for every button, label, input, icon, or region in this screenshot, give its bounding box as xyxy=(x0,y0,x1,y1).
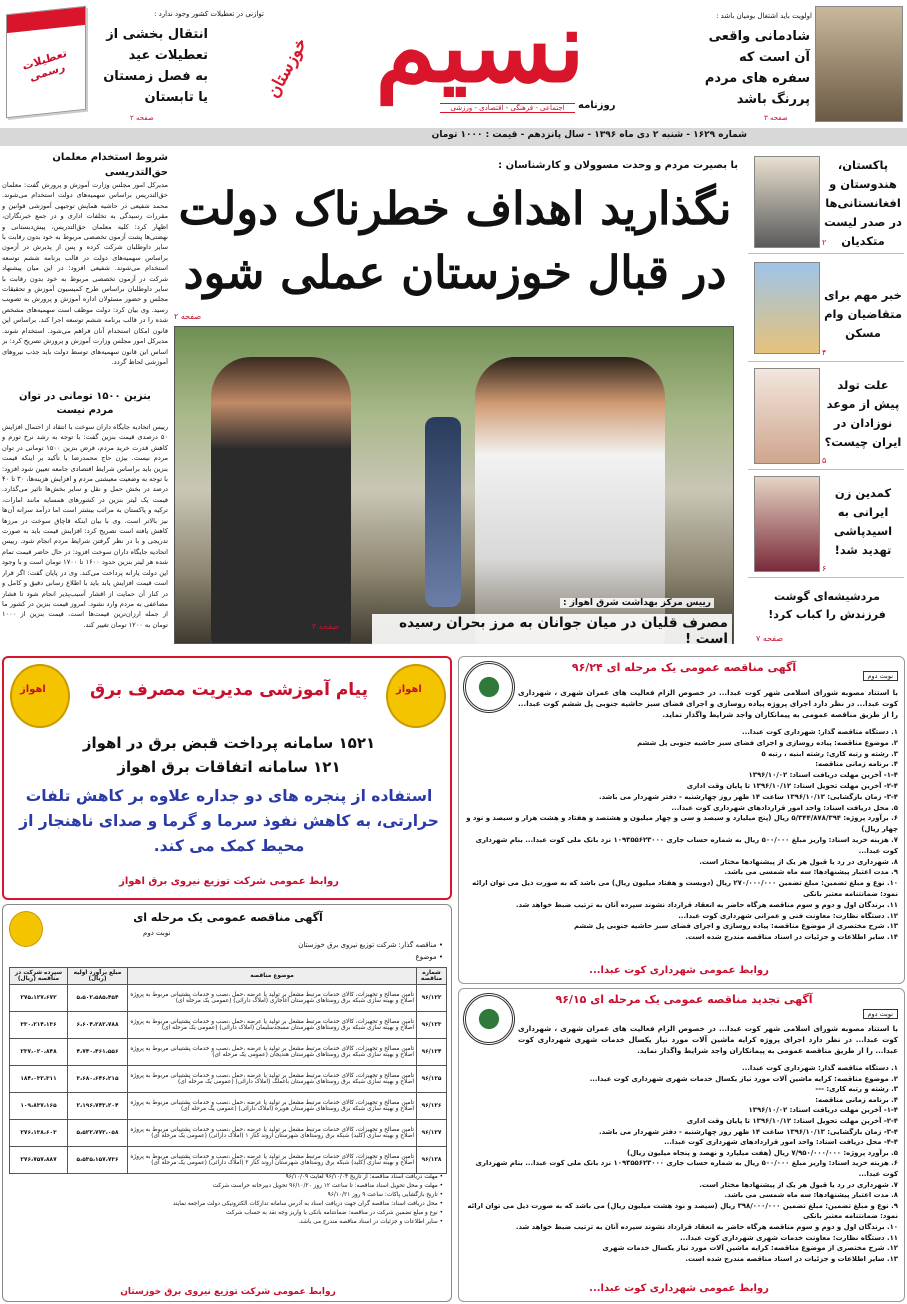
tender-item: ۸. شهرداری در رد یا قبول هر یک از پیشنهادها مختار است. xyxy=(699,857,898,866)
teaser-page: صفحه ۷ xyxy=(756,634,784,643)
tender-item: ۶. هزینه خرید اسناد: واریز مبلغ ۵۰۰/۰۰۰ ریال به شماره حساب جاری ۱۰۹۳۵۵۶۲۳۰۰۰ نزد بانک ملی کوت عبدا... بنام شهرداری کوت عبدا... xyxy=(475,1159,898,1178)
left-teaser-line: به فصل زمستان xyxy=(103,69,208,84)
headline-page: صفحه ۲ xyxy=(174,312,202,321)
tender-note: • تاریخ بازگشایی پاکات: ساعت ۹ روز ۹۶/۱۰/۲۱ xyxy=(327,1192,443,1198)
tender-round-badge: نوبت دوم xyxy=(863,671,898,681)
table-cell: تامین مصالح و تجهیزات، کالای خدمات مرتبط مشغل بر تولید یا عرضه ،حمل ،نصب و خدمات پشتیبانی مربوط به پروژه اصلاح و بهینه سازی شبکه برق روستاهای شهرستان باغملک (املاک دارائی) (عمومی یک مرحله ای) xyxy=(128,1066,417,1093)
table-cell: ۳،۶۸۰،۶۴۶،۲۱۵ xyxy=(68,1066,128,1093)
tender-title: آگهی تجدید مناقصه عمومی یک مرحله ای ۹۶/۱۵ xyxy=(555,993,813,1006)
table-cell: ۲۷۵،۱۲۷،۶۷۲ xyxy=(10,985,68,1012)
table-row xyxy=(10,1039,447,1066)
tender-ad-2 xyxy=(458,988,905,1302)
tender-item: ۴-۴- محل دریافت اسناد: واحد امور قراردادهای شهرداری کوت عبدا... xyxy=(664,1138,898,1147)
teaser-text: کمدین زن ایرانی به اسیدپاشی تهدید شد! xyxy=(833,486,893,557)
table-row xyxy=(10,1147,447,1174)
tender-round-badge: نوبت دوم xyxy=(863,1009,898,1019)
table-header: سپرده شرکت در مناقصه (ریال) xyxy=(10,968,68,985)
table-cell: ۹۶/۱۲۸ xyxy=(417,1147,447,1174)
tender-item: ۷. شهرداری در رد یا قبول هر یک از پیشنهادها مختار است. xyxy=(699,1180,898,1189)
table-row xyxy=(10,985,447,1012)
tender-item: ۱. دستگاه مناقصه گذار: شهرداری کوت عبدا... xyxy=(742,1064,898,1072)
tender-item: ۱-۴- آخرین مهلت دریافت اسناد: ۱۳۹۶/۱۰/۰۲ xyxy=(748,1106,898,1115)
teaser-text: پاکستان، هندوستان و افغانستانی‌ها در صدر لیست متکدیان xyxy=(824,158,902,248)
left-teaser xyxy=(92,24,208,108)
tender-item: ۳. رشته و رتبه کاری: --- xyxy=(815,1085,898,1094)
table-cell: تامین مصالح و تجهیزات، کالای خدمات مرتبط مشغل بر تولید یا عرضه ،حمل ،نصب و خدمات پشتیبانی مربوط به پروژه اصلاح و بهینه سازی (کلید) شبکه برق روستاهای شهرستان اروند کنار ۲ (املاک دارائی) (عمومی یک مرحله ای) xyxy=(128,1147,417,1174)
table-cell: ۶،۶۰۴،۲۸۲،۷۸۸ xyxy=(68,1012,128,1039)
tender-item: ۱. دستگاه مناقصه گذار: شهرداری کوت عبدا... xyxy=(742,728,898,736)
tender-item: ۹. مدت اعتبار پیشنهادها: سه ماه شمسی می باشد. xyxy=(724,868,898,877)
right-teaser-column xyxy=(748,150,904,650)
table-cell: ۹۶/۱۲۲ xyxy=(417,985,447,1012)
masthead xyxy=(0,0,907,128)
tender-item: ۲. موضوع مناقصه: پیاده روسازی و اجرای فضای سبز حاشیه جنوبی پل ششم xyxy=(637,738,898,747)
paper-sections: اجتماعی - فرهنگی - اقتصادی - ورزشی xyxy=(440,103,575,113)
right-teaser-line: شادمانی واقعی xyxy=(708,29,810,44)
logo: نسیم xyxy=(375,0,585,105)
left-top-kicker: توازنی در تعطیلات کشور وجود ندارد : xyxy=(154,10,264,18)
tender-ad-1 xyxy=(458,656,905,984)
table-header: موضوع مناقصه xyxy=(128,968,417,985)
table-header: شماره مناقصه xyxy=(417,968,447,985)
tender-item: ۹. نوع و مبلغ تضمین: مبلغ تضمین ۳۹۸/۰۰۰/۰۰۰ ریال (سیصد و نود هشت میلیون ریال) می باشد که به صورت ذیل می توان ارائه نمود: ضمانتنامه معتبر بانکی xyxy=(467,1201,898,1221)
tender-item: ۱۲. دستگاه نظارت: معاونت فنی و عمرانی شهرداری کوت عبدا... xyxy=(678,911,898,920)
calendar-text: تعطیلات رسمی xyxy=(21,46,68,84)
table-cell: ۹۶/۱۲۵ xyxy=(417,1066,447,1093)
table-cell: ۲،۱۹۶،۷۴۳،۲۰۴ xyxy=(68,1093,128,1120)
tender-note: • سایر اطلاعات و جزئیات در اسناد مناقصه مندرج می باشد. xyxy=(298,1219,443,1225)
power-logo-label: اهواز xyxy=(20,684,46,695)
power-logo-label: اهواز xyxy=(396,684,422,695)
photo-page: صفحه ۳ xyxy=(312,622,340,631)
table-cell: ۱۸۴،۰۳۲،۳۱۱ xyxy=(10,1066,68,1093)
table-cell: ۹۶/۱۲۴ xyxy=(417,1039,447,1066)
tender-item: ۷. هزینه خرید اسناد: واریز مبلغ ۵۰۰/۰۰۰ ریال به شماره حساب جاری ۱۰۹۳۵۵۶۲۳۰۰۰ نزد بانک ملی کوت عبدا... بنام شهرداری کوت عبدا... xyxy=(475,835,898,855)
teaser-photo xyxy=(754,262,820,354)
tender-item: ۴. برنامه زمانی مناقصه: xyxy=(815,760,898,769)
table-row xyxy=(10,1012,447,1039)
tender-item: ۱۱. برندگان اول و دوم و سوم مناقصه هرگاه حاضر به انعقاد قرارداد نشوند سپرده آنان به ترتیب ضبط خواهد شد. xyxy=(515,900,898,909)
tender-item: ۱۱. دستگاه نظارت: معاونت خدمات شهری شهرداری کوت عبدا... xyxy=(680,1233,898,1242)
tender-item: ۲-۴- آخرین مهلت تحویل اسناد: ۱۳۹۶/۱۰/۱۲ تا پایان وقت اداری xyxy=(686,781,898,790)
table-cell: ۵،۵۰۲،۵۸۵،۴۵۴ xyxy=(68,985,128,1012)
tender-item: ۳-۴- زمان بازگشایی: ۱۳۹۶/۱۰/۱۳ ساعت ۱۴ ظهر روز چهارشنبه - دفتر شهردار می باشد. xyxy=(598,1127,898,1136)
table-cell: تامین مصالح و تجهیزات، کالای خدمات مرتبط مشغل بر تولید یا عرضه ،حمل ،نصب و خدمات پشتیبانی مربوط به پروژه اصلاح و بهینه سازی شبکه برق روستاهای شهرستان هندیجان (عمومی یک مرحله ای) xyxy=(128,1039,417,1066)
left-teaser-page: صفحه ۲ xyxy=(130,114,154,122)
table-cell: ۹۶/۱۲۷ xyxy=(417,1120,447,1147)
tender-note: • مهلت دریافت اسناد مناقصه: از تاریخ ۹۶/۱۰/۰۴ لغایت ۹۶/۱۰/۰۹ xyxy=(285,1174,443,1180)
tender-table-title: آگهی مناقصه عمومی یک مرحله ای xyxy=(133,911,323,924)
tender-table-round: نوبت دوم xyxy=(143,929,171,937)
teaser-text: علت تولد پیش از موعد نوزادان در ایران چیست؟ xyxy=(824,378,902,449)
table-cell: ۴،۷۴۰،۴۶۱،۵۵۶ xyxy=(68,1039,128,1066)
logo-sub: خوزستان xyxy=(263,34,312,102)
table-row xyxy=(10,1093,447,1120)
table-cell: ۲۳۷،۰۲۰،۸۴۸ xyxy=(10,1039,68,1066)
power-ad-footer: روابط عمومی شرکت توزیع نیروی برق اهواز xyxy=(119,876,339,887)
tender-table-ad xyxy=(2,904,452,1302)
table-cell: تامین مصالح و تجهیزات، کالای خدمات مرتبط مشغل بر تولید یا عرضه ،حمل ،نصب و خدمات پشتیبانی مربوط به پروژه اصلاح و بهینه سازی شبکه برق روستاهای شهرستان مسجدسلیمان (املاک دارائی) (عمومی یک مرحله ای) xyxy=(128,1012,417,1039)
right-teaser-line: پررنگ باشد xyxy=(736,92,810,107)
issue-line: شماره ۱۶۲۹ - شنبه ۲ دی ماه ۱۳۹۶ - سال پانزدهم - قیمت : ۱۰۰۰ تومان xyxy=(431,130,747,140)
tender-item: ۶. برآورد پروژه: ۵/۳۴۴/۸۷۸/۳۹۴ ریال (پنج میلیارد و سیصد و سی و چهار میلیون و هشتصد و هفتاد و هشت هزار و سیصد و نود و چهار ریال) xyxy=(466,814,898,834)
teaser-photo xyxy=(754,156,820,248)
table-cell: تامین مصالح و تجهیزات، کالای خدمات مرتبط مشغل بر تولید یا عرضه ،حمل ،نصب و خدمات پشتیبانی مربوط به پروژه اصلاح و بهینه سازی شبکه برق روستاهای شهرستان آغاجاری (املاک دارائی) (عمومی یک مرحله ای) xyxy=(128,985,417,1012)
tender-footer: روابط عمومی شهرداری کوت عبدا... xyxy=(589,965,769,976)
table-row xyxy=(10,1066,447,1093)
left-teaser-line: تعطیلات عید xyxy=(128,48,208,63)
cleric-portrait xyxy=(815,6,903,122)
news-title: شروط استخدام معلمان حق‌التدریسی xyxy=(52,152,168,178)
headline-line: نگذارید اهداف خطرناک دولت xyxy=(178,182,732,235)
tender-note: • مهلت و محل تحویل اسناد مناقصه: تا ساعت ۱۲ روز ۹۶/۱۰/۲۰ تحویل دبیرخانه حراست شرکت xyxy=(212,1183,443,1189)
tender-title: آگهی مناقصه عمومی یک مرحله ای ۹۶/۲۴ xyxy=(571,661,797,674)
tender-table-footer: روابط عمومی شرکت توزیع نیروی برق خوزستان xyxy=(120,1287,336,1297)
table-cell: ۳۳۰،۲۱۴،۱۳۶ xyxy=(10,1012,68,1039)
tender-note: • محل دریافت اسناد: مناقصه گران جهت دریافت اسناد به آدرس سامانه تدارکات الکترونیکی دولت مراجعه نمایند xyxy=(172,1201,443,1207)
tender-item: ۱۰. نوع و مبلغ تضمین: مبلغ تضمین ۲۷۰/۰۰۰/۰۰۰ ریال (دویست و هفتاد میلیون ریال) می باشد که به صورت ذیل می توان ارائه نمود: ضمانتنامه معتبر بانکی xyxy=(472,879,898,898)
table-cell: ۲۷۶،۷۵۷،۸۸۷ xyxy=(10,1147,68,1174)
tender-item: ۱-۴- آخرین مهلت دریافت اسناد: ۱۳۹۶/۱۰/۰۲ xyxy=(748,771,898,780)
teaser-text: خبر مهم برای متقاضیان وام مسکن xyxy=(824,288,902,340)
municipality-logo-icon xyxy=(463,661,515,713)
right-teaser-page: صفحه ۳ xyxy=(764,114,788,122)
tender-item: ۳-۴- زمان بازگشایی: ۱۳۹۶/۱۰/۱۳ ساعت ۱۴ ظهر روز چهارشنبه - دفتر شهردار می باشد. xyxy=(598,792,898,801)
issue-bar xyxy=(0,128,907,146)
photo-hookah xyxy=(425,417,461,607)
tender-item: ۱۳. شرح مختصری از موضوع مناقصه: پیاده روسازی و اجرای فضای سبز حاشیه جنوبی پل ششم xyxy=(573,922,898,931)
headline-line: در قبال خوزستان عملی شود xyxy=(183,246,727,299)
table-cell: ۹۶/۱۲۳ xyxy=(417,1012,447,1039)
table-cell: ۹۶/۱۲۶ xyxy=(417,1093,447,1120)
tender-item: ۱۲. شرح مختصری از موضوع مناقصه: کرایه ماشین آلات مورد نیاز یکسال خدمات شهری xyxy=(602,1244,898,1253)
tender-item: ۴. برنامه زمانی مناقصه: xyxy=(815,1095,898,1104)
teaser-photo xyxy=(754,476,820,572)
table-header: مبلغ برآورد اولیه (ریال) xyxy=(68,968,128,985)
tender-items xyxy=(462,1063,898,1264)
power-logo-icon xyxy=(386,664,446,728)
table-cell: ۱۰۹،۸۳۷،۱۶۵ xyxy=(10,1093,68,1120)
tender-item: ۲-۴- آخرین مهلت تحویل اسناد: ۱۳۹۶/۱۰/۱۲ تا پایان وقت اداری xyxy=(686,1116,898,1125)
tender-table-notes xyxy=(9,1173,443,1227)
table-row xyxy=(10,1120,447,1147)
municipality-logo-icon xyxy=(463,993,515,1045)
table-header-row xyxy=(10,968,447,985)
tender-intro: با استناد مصوبه شورای اسلامی شهر کوت عبدا... در خصوص الزام فعالیت های عمران شهری ، شهرداری کوت عبدا... در نظر دارد اجرای پروژه پیاده روسازی و اجرای فضای سبز حاشیه جنوبی پل ششم کوت عبدا... را از طریق مناقصه عمومی به پیمانکاران واجد شرایط واگذار نماید. xyxy=(518,688,898,719)
tender-note: • نوع و مبلغ تضمین شرکت در مناقصه: ضمانتنامه بانکی یا واریز وجه نقد به حساب شرکت xyxy=(226,1210,443,1216)
teaser-text: مردشیشه‌ای گوشت فرزندش را کباب کرد! xyxy=(768,590,886,621)
power-ad-line: ۱۲۱ سامانه اتفاقات برق اهواز xyxy=(117,758,341,776)
right-teaser xyxy=(700,26,810,110)
tender-table xyxy=(9,967,447,1174)
tender-intro: با استناد مصوبه شورای اسلامی شهر کوت عبدا... در خصوص الزام فعالیت های عمران شهری ، شهرداری کوت عبدا... در نظر دارد اجرای پروژه کرایه ماشین آلات مورد نیاز یکسال خدمات شهری شهرداری کوت عبدا... را از طریق مناقصه عمومی به پیمانکاران واجد شرایط واگذار نماید. xyxy=(518,1024,898,1055)
tender-table-subject: • موضوع xyxy=(415,953,443,961)
main-headline xyxy=(168,176,742,304)
photo-caption-top: رییس مرکز بهداشت شرق اهواز : xyxy=(560,598,714,608)
teaser-card xyxy=(748,150,904,254)
table-cell: تامین مصالح و تجهیزات، کالای خدمات مرتبط مشغل بر تولید یا عرضه ،حمل ،نصب و خدمات پشتیبانی مربوط به پروژه اصلاح و بهینه سازی شبکه برق روستاهای شهرستان هویزه (املاک دارائی) (عمومی یک مرحله ای) xyxy=(128,1093,417,1120)
tender-item: ۵. محل دریافت اسناد: واحد امور قراردادهای شهرداری کوت عبدا... xyxy=(671,803,898,812)
photo-caption: مصرف قلیان در میان جوانان به مرز بحران رسیده است ! xyxy=(372,614,732,648)
left-news-column xyxy=(2,150,168,648)
power-ad-body: استفاده از پنجره های دو جداره علاوه بر کاهش تلفات حرارتی، به کاهش نفوذ سرما و گرما و صدای ناهنجار از محیط کمک می کند. xyxy=(19,787,439,855)
tender-item: ۱۳. سایر اطلاعات و جزئیات در اسناد مناقصه مندرج شده است. xyxy=(685,1254,898,1263)
power-ad xyxy=(2,656,452,900)
calendar-icon xyxy=(6,6,86,118)
teaser-card xyxy=(748,582,904,648)
teaser-photo xyxy=(754,368,820,464)
power-ad-line: ۱۵۲۱ سامانه پرداخت قبض برق در اهواز xyxy=(82,734,376,752)
teaser-page: ۵ xyxy=(822,456,827,465)
tender-item: ۲. موضوع مناقصه: کرایه ماشین آلات مورد نیاز یکسال خدمات شهری شهرداری کوت عبدا... xyxy=(589,1074,898,1083)
teaser-card xyxy=(748,258,904,362)
tender-item: ۸. مدت اعتبار پیشنهادها: سه ماه شمسی می باشد. xyxy=(724,1191,898,1200)
tender-item: ۱۴. سایر اطلاعات و جزئیات در اسناد مناقصه مندرج شده است. xyxy=(685,933,898,942)
main-kicker: با بصیرت مردم و وحدت مسوولان و کارشناسان : xyxy=(498,160,738,171)
power-logo-icon xyxy=(9,911,43,947)
left-teaser-line: یا تابستان xyxy=(144,90,208,105)
tender-table-org: • مناقصه گذار: شرکت توزیع نیروی برق خوزستان xyxy=(298,941,443,949)
tender-item: ۱۰. برندگان اول و دوم و سوم مناقصه هرگاه حاضر به انعقاد قرارداد نشوند سپرده آنان به ترتیب ضبط خواهد شد. xyxy=(515,1222,898,1231)
photo-person-left xyxy=(211,357,351,644)
paper-kind: روزنامه xyxy=(578,100,616,111)
left-teaser-line: انتقال بخشی از xyxy=(106,27,208,42)
table-cell: تامین مصالح و تجهیزات، کالای خدمات مرتبط مشغل بر تولید یا عرضه ،حمل ،نصب و خدمات پشتیبانی مربوط به پروژه اصلاح و بهینه سازی (کلید) شبکه برق روستاهای شهرستان اروند کنار ۱ (املاک دارائی) (عمومی یک مرحله ای) xyxy=(128,1120,417,1147)
teaser-page: ۲ xyxy=(822,238,827,247)
teaser-page: ۶ xyxy=(822,564,827,573)
tender-item: ۳. رشته و رتبه کاری: رشته ابنیه ، رتبه ۵ xyxy=(761,749,898,758)
power-ad-title: پیام آموزشی مدیریت مصرف برق xyxy=(90,680,368,700)
teaser-page: ۴ xyxy=(822,348,827,357)
table-cell: ۲۷۶،۱۳۸،۶۰۳ xyxy=(10,1120,68,1147)
teaser-card xyxy=(748,474,904,578)
power-logo-icon xyxy=(10,664,70,728)
news-body: رییس اتحادیه جایگاه داران سوخت با انتقاد از احتمال افزایش ۵۰ درصدی قیمت بنزین گفت: با توجه به رشد نرخ تورم و کاهش قدرت خرید مردم، فرض بنزین ۱۵۰۰ تومانی در توان مردم نیست. بیژن حاج محمدرضا با تأکید بر اینکه قیمت بنزین باید براساس شرایط اقتصادی جامعه تعیین شود افزود: با توجه به وضعیت معیشتی مردم و افزایش هزینه‌ها، ۳۰ تا ۴۰ درصد در بخش حمل و نقل و سایر بخش‌ها تاثیر می‌گذارد. قیمت یک لیتر بنزین در کشورهای همسایه مانند امارات، ترکیه و پاکستان به مراتب بیشتر است اما درآمد سرانه آن‌ها نیز بالاتر است. وی با بیان اینکه قاچاق سوخت در مرزها کاهش یافته است تصریح کرد: افزایش قیمت باید به صورت تدریجی و با در نظر گرفتن شرایط مردم انجام شود. رییس اتحادیه جایگاه داران سوخت افزود: در حال حاضر قیمت تمام شده هر لیتر بنزین حدود ۱۶۰۰ تا ۱۷۰۰ تومان است و با وجود این دولت یارانه پرداخت می‌کند. وی در پایان گفت: اگر قرار است قیمت افزایش یابد باید با اطلاع رسانی دقیق و کامل و در کنار آن حمایت از اقشار آسیب‌پذیر انجام شود تا فشار مضاعفی به مردم وارد نشود. امروز قیمت بنزین در کشور ما از جمله ارزان‌ترین قیمت‌ها است. قیمت بنزین از ۱۰۰۰ تومان به ۱۲۰۰ تومان تغییر کند. xyxy=(2,423,168,629)
teaser-card xyxy=(748,366,904,470)
table-cell: ۵،۵۲۲،۷۷۲،۰۵۸ xyxy=(68,1120,128,1147)
main-photo xyxy=(174,326,734,644)
news-body: مدیرکل امور مجلس وزارت آموزش و پرورش گفت: معلمان حق‌التدریس براساس سهمیه‌های دولت استخدام می‌شوند. محمد شفیعی در حاشیه همایش توجیهی آموزشی قوانین و مقررات رسیدگی به تخلفات اداری و در جمع خبرنگاران، اظهار کرد: کلیه معلمان حق‌التدریس، پیش‌دبستانی و نهضتی‌ها پشت آزمون تخصصی مربوط به خود بدون رقابت با سایر داوطلبان شرکت کرده و پس از پذیرش در آزمون براساس سهمیه‌های دولت در قالب برنامه ششم توسعه استخدام می‌شوند. شفیعی افزود: در این میان پیشنهاد شرکت در آزمون تخصصی مربوط به خود بدون رقابت با سایر داوطلبان براساس طرح کمیسیون آموزش و تحقیقات مجلس و حضور مسئولان اداره آموزش و پرورش به تصویب رسید. وی بیان کرد: دولت موظف است سهمیه‌های مشخص شده را در قالب برنامه ششم توسعه اجرا کند. براساس این قانون امکان استخدام آنان فراهم می‌شود. استخدام شوند. مدیرکل امور مجلس وزارت آموزش و پرورش تصریح کرد: بر اساس این قانون سهمیه‌های توسط دولت باید جذب نیروهای آموزشی لحاظ گردد. xyxy=(2,181,168,366)
right-teaser-line: آن است که xyxy=(738,50,810,65)
tender-item: ۵. برآورد پروژه: ۷/۹۵۰/۰۰۰/۰۰۰ ریال (هفت میلیارد و نهصد و پنجاه میلیون ریال) xyxy=(627,1148,898,1157)
tender-items xyxy=(462,727,898,943)
right-teaser-line: سفره های مردم xyxy=(704,71,810,86)
news-title: بنزین ۱۵۰۰ تومانی در توان مردم نیست xyxy=(19,391,151,416)
table-cell: ۵،۵۳۵،۱۵۷،۷۳۶ xyxy=(68,1147,128,1174)
right-top-kicker: اولویت باید اشتغال بومیان باشد : xyxy=(716,12,812,20)
tender-footer: روابط عمومی شهرداری کوت عبدا... xyxy=(589,1283,769,1294)
